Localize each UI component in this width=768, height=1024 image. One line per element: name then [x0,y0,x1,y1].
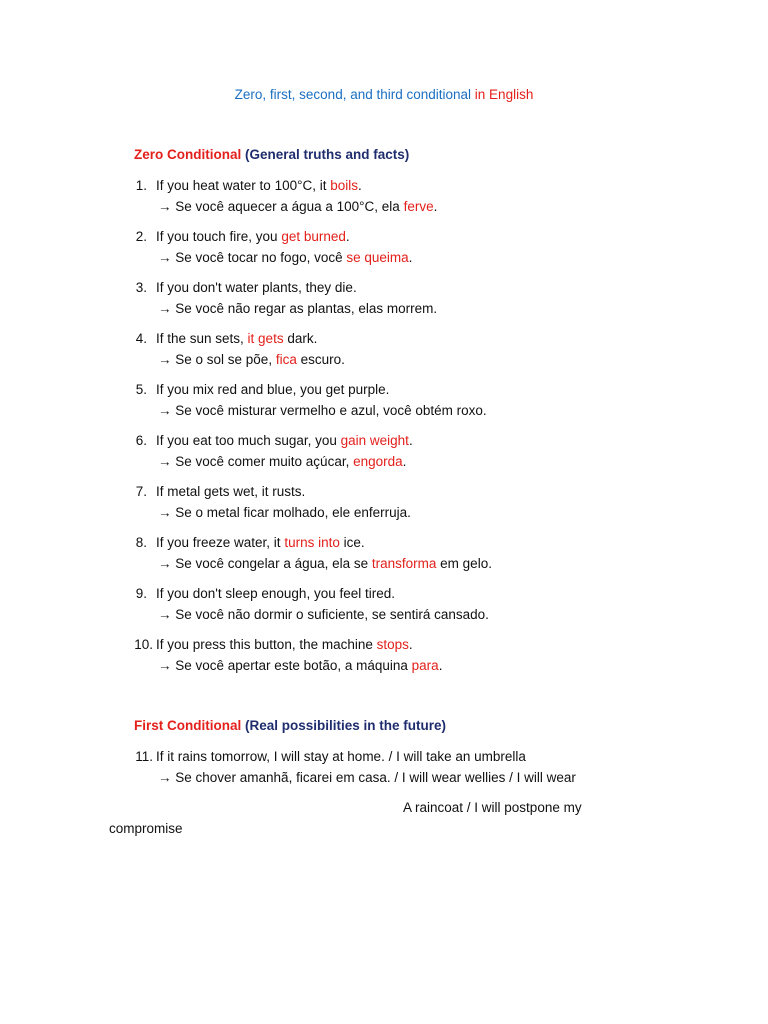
item-english: If it rains tomorrow, I will stay at home. / I will take an umbrella [156,749,526,764]
item-translation [158,403,487,418]
text-segment: . [402,454,407,469]
text-segment: escuro. [296,352,345,367]
text-segment: . [408,637,413,652]
text-segment: If the sun sets, [156,331,248,346]
item-translation [158,658,442,673]
text-segment: If metal gets wet, it rusts. [156,484,306,499]
text-segment: If you touch fire, you [156,229,282,244]
highlighted-phrase: gain weight [340,433,409,448]
item-number: 4. [135,331,147,346]
text-segment: → Se você tocar no fogo, você [158,250,347,265]
item-english [156,586,395,601]
first-heading-subtitle: (Real possibilities in the future) [241,718,447,733]
highlighted-phrase: turns into [284,535,340,550]
highlighted-phrase: stops [376,637,409,652]
highlighted-phrase: se queima [346,250,409,265]
item-number: 1. [135,178,147,193]
text-segment: → Se o metal ficar molhado, ele enferruja. [158,505,411,520]
text-segment: . [408,250,413,265]
item-english [156,382,389,397]
text-segment: . [358,178,362,193]
text-segment: → Se você apertar este botão, a máquina [158,658,412,673]
text-segment: If you mix red and blue, you get purple. [156,382,390,397]
item-number: 2. [135,229,147,244]
text-segment: → Se o sol se põe, [158,352,276,367]
item-translation: → Se chover amanhã, ficarei em casa. / I will wear wellies / I will wear [158,770,576,785]
item-number: 6. [135,433,147,448]
item-translation [158,454,406,469]
item-continuation-2: compromise [109,821,183,836]
text-segment: If you don't sleep enough, you feel tired. [156,586,395,601]
text-segment: → Se você comer muito açúcar, [158,454,354,469]
item-english [156,229,350,244]
highlighted-phrase: para [411,658,439,673]
item-english [156,280,357,295]
title-main: Zero, first, second, and third conditional [234,87,472,102]
text-segment: em gelo. [436,556,492,571]
item-english [156,433,413,448]
item-translation [158,505,411,520]
text-segment: ice. [339,535,365,550]
text-segment: dark. [283,331,318,346]
first-conditional-heading [134,718,446,733]
item-number: 7. [135,484,147,499]
item-english [156,484,305,499]
highlighted-phrase: fica [275,352,297,367]
item-translation [158,199,437,214]
text-segment: . [438,658,443,673]
first-heading-label: First Conditional [134,718,242,733]
item-continuation: A raincoat / I will postpone my [403,800,582,815]
item-number: 8. [135,535,147,550]
text-segment: If you freeze water, it [156,535,285,550]
text-segment: . [345,229,350,244]
item-number: 5. [135,382,147,397]
highlighted-phrase: ferve [403,199,434,214]
text-segment: → Se você não regar as plantas, elas morrem. [158,301,438,316]
text-segment: → Se você não dormir o suficiente, se sentirá cansado. [158,607,489,622]
item-english [156,535,365,550]
item-english [156,178,362,193]
item-translation [158,607,489,622]
title-suffix: in English [471,87,534,102]
text-segment: If you eat too much sugar, you [156,433,341,448]
item-translation [158,556,492,571]
text-segment: If you don't water plants, they die. [156,280,357,295]
text-segment: . [433,199,438,214]
text-segment: . [408,433,413,448]
item-english [156,331,317,346]
text-segment: If you press this button, the machine [156,637,377,652]
zero-conditional-heading [134,147,409,162]
highlighted-phrase: get burned [281,229,346,244]
item-english [156,637,413,652]
item-number: 9. [135,586,147,601]
item-number: 11. [135,749,153,764]
document-title [0,87,768,102]
item-number: 3. [135,280,147,295]
zero-heading-label: Zero Conditional [134,147,242,162]
text-segment: → Se você congelar a água, ela se [158,556,372,571]
item-translation [158,352,345,367]
item-translation [158,301,437,316]
text-segment: → Se você aquecer a água a 100°C, ela [158,199,404,214]
text-segment: If you heat water to 100°C, it [156,178,331,193]
highlighted-phrase: boils [330,178,359,193]
highlighted-phrase: it gets [247,331,284,346]
highlighted-phrase: engorda [353,454,403,469]
zero-heading-subtitle: (General truths and facts) [241,147,410,162]
text-segment: → Se você misturar vermelho e azul, você obtém roxo. [158,403,487,418]
item-number: 10. [134,637,153,652]
item-translation [158,250,412,265]
highlighted-phrase: transforma [371,556,437,571]
